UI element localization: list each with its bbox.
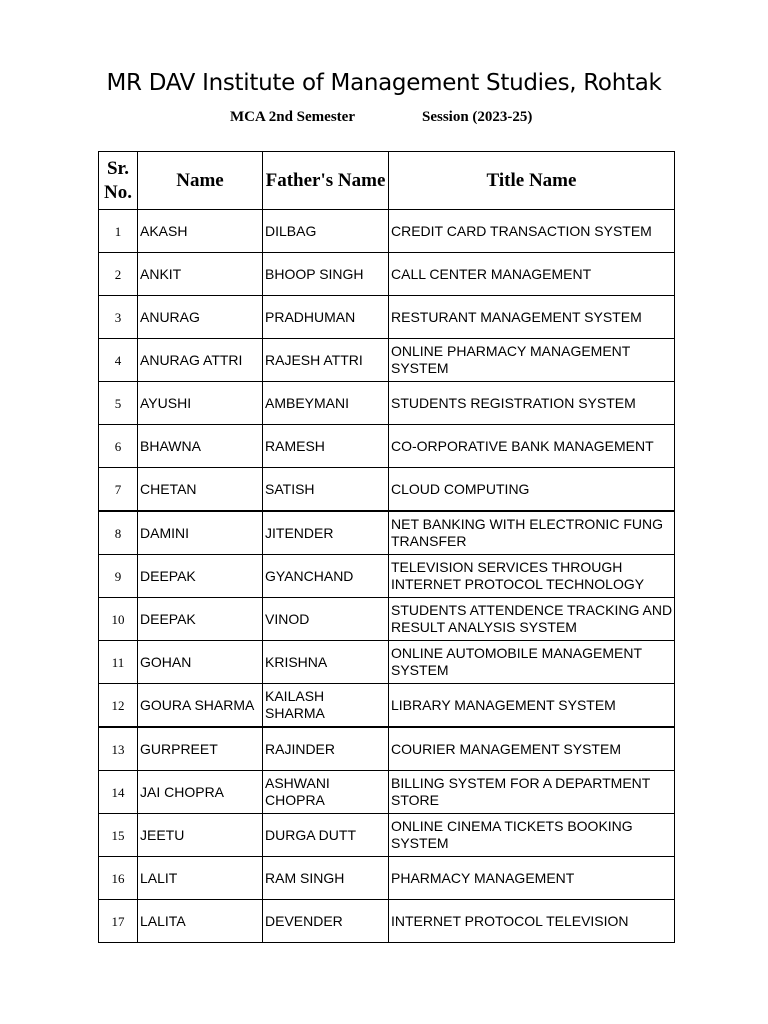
cell-sr: 16	[99, 857, 138, 900]
cell-title: NET BANKING WITH ELECTRONIC FUNG TRANSFER	[389, 511, 675, 555]
cell-father: VINOD	[263, 598, 389, 641]
cell-sr: 6	[99, 425, 138, 468]
cell-title: INTERNET PROTOCOL TELEVISION	[389, 900, 675, 943]
cell-father: RAM SINGH	[263, 857, 389, 900]
cell-title: BILLING SYSTEM FOR A DEPARTMENT STORE	[389, 771, 675, 814]
cell-sr: 10	[99, 598, 138, 641]
cell-name: JAI CHOPRA	[138, 771, 263, 814]
cell-title: CALL CENTER MANAGEMENT	[389, 253, 675, 296]
cell-name: AKASH	[138, 210, 263, 253]
header-name: Name	[138, 152, 263, 210]
cell-title: TELEVISION SERVICES THROUGH INTERNET PROTOCOL TECHNOLOGY	[389, 555, 675, 598]
table-row	[99, 382, 675, 425]
cell-father: KAILASH SHARMA	[263, 684, 389, 728]
cell-title: ONLINE CINEMA TICKETS BOOKING SYSTEM	[389, 814, 675, 857]
cell-title: COURIER MANAGEMENT SYSTEM	[389, 727, 675, 771]
cell-father: RAMESH	[263, 425, 389, 468]
cell-title: ONLINE PHARMACY MANAGEMENT SYSTEM	[389, 339, 675, 382]
cell-sr: 3	[99, 296, 138, 339]
cell-sr: 5	[99, 382, 138, 425]
cell-father: JITENDER	[263, 511, 389, 555]
cell-father: GYANCHAND	[263, 555, 389, 598]
table-row	[99, 771, 675, 814]
cell-father: BHOOP SINGH	[263, 253, 389, 296]
cell-name: DEEPAK	[138, 598, 263, 641]
cell-name: AYUSHI	[138, 382, 263, 425]
cell-sr: 17	[99, 900, 138, 943]
header-title-name: Title Name	[389, 152, 675, 210]
table-row	[99, 684, 675, 728]
cell-sr: 4	[99, 339, 138, 382]
cell-title: PHARMACY MANAGEMENT	[389, 857, 675, 900]
cell-sr: 9	[99, 555, 138, 598]
cell-father: DURGA DUTT	[263, 814, 389, 857]
header-sr-no: Sr. No.	[99, 152, 138, 210]
cell-sr: 15	[99, 814, 138, 857]
table-header-row	[99, 152, 675, 210]
cell-name: DAMINI	[138, 511, 263, 555]
cell-title: CREDIT CARD TRANSACTION SYSTEM	[389, 210, 675, 253]
cell-title: STUDENTS REGISTRATION SYSTEM	[389, 382, 675, 425]
cell-sr: 2	[99, 253, 138, 296]
table-row	[99, 339, 675, 382]
cell-father: AMBEYMANI	[263, 382, 389, 425]
course-label: MCA 2nd Semester	[230, 109, 355, 125]
cell-sr: 8	[99, 511, 138, 555]
cell-father: ASHWANI CHOPRA	[263, 771, 389, 814]
cell-name: GOHAN	[138, 641, 263, 684]
cell-father: KRISHNA	[263, 641, 389, 684]
student-projects-table	[98, 151, 675, 943]
table-row	[99, 253, 675, 296]
cell-title: ONLINE AUTOMOBILE MANAGEMENT SYSTEM	[389, 641, 675, 684]
header-fathers-name: Father's Name	[263, 152, 389, 210]
table-row	[99, 425, 675, 468]
table-row	[99, 555, 675, 598]
table-row	[99, 727, 675, 771]
cell-father: RAJESH ATTRI	[263, 339, 389, 382]
cell-name: ANURAG ATTRI	[138, 339, 263, 382]
cell-title: CLOUD COMPUTING	[389, 468, 675, 512]
table-row	[99, 210, 675, 253]
cell-name: GOURA SHARMA	[138, 684, 263, 728]
cell-sr: 14	[99, 771, 138, 814]
cell-sr: 13	[99, 727, 138, 771]
table-row	[99, 857, 675, 900]
cell-name: CHETAN	[138, 468, 263, 512]
table-row	[99, 296, 675, 339]
table-row	[99, 814, 675, 857]
cell-name: LALITA	[138, 900, 263, 943]
table-row	[99, 468, 675, 512]
cell-father: DILBAG	[263, 210, 389, 253]
cell-name: GURPREET	[138, 727, 263, 771]
cell-name: ANURAG	[138, 296, 263, 339]
table-row	[99, 511, 675, 555]
cell-sr: 12	[99, 684, 138, 728]
cell-sr: 7	[99, 468, 138, 512]
cell-name: ANKIT	[138, 253, 263, 296]
cell-father: RAJINDER	[263, 727, 389, 771]
table-row	[99, 598, 675, 641]
cell-name: DEEPAK	[138, 555, 263, 598]
cell-title: RESTURANT MANAGEMENT SYSTEM	[389, 296, 675, 339]
cell-title: LIBRARY MANAGEMENT SYSTEM	[389, 684, 675, 728]
cell-name: JEETU	[138, 814, 263, 857]
table-row	[99, 900, 675, 943]
cell-father: PRADHUMAN	[263, 296, 389, 339]
cell-father: DEVENDER	[263, 900, 389, 943]
cell-father: SATISH	[263, 468, 389, 512]
cell-sr: 1	[99, 210, 138, 253]
cell-title: STUDENTS ATTENDENCE TRACKING AND RESULT ANALYSIS SYSTEM	[389, 598, 675, 641]
session-label: Session (2023-25)	[422, 109, 533, 125]
table-row	[99, 641, 675, 684]
cell-name: BHAWNA	[138, 425, 263, 468]
cell-sr: 11	[99, 641, 138, 684]
page-title: MR DAV Institute of Management Studies, Rohtak	[106, 70, 662, 96]
cell-title: CO-ORPORATIVE BANK MANAGEMENT	[389, 425, 675, 468]
cell-name: LALIT	[138, 857, 263, 900]
